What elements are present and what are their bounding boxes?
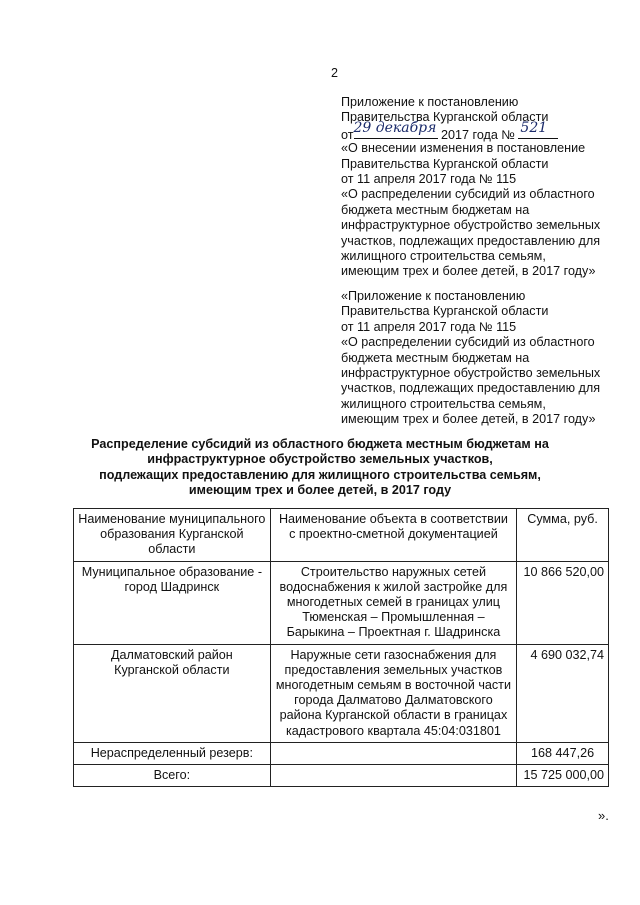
cell-municipality: Далматовский район Курганской области <box>74 644 271 742</box>
appendix-quoted-line: инфраструктурное обустройство земельных <box>341 365 601 380</box>
closing-quote-mark: ». <box>598 808 609 823</box>
cell-object: Строительство наружных сетей водоснабжения к жилой застройке для многодетных семей в границах улиц Тюменская – Промышленная – Барыкина – Проектная г. Шадринска <box>270 561 516 644</box>
appendix-main-line2: Правительства Курганской области <box>341 110 549 125</box>
heading-line: Распределение субсидий из областного бюджета местным бюджетам на <box>91 437 549 451</box>
appendix-quoted-line: бюджета местным бюджетам на <box>341 350 530 365</box>
appendix-quoted-line: жилищного строительства семьям, <box>341 396 546 411</box>
total-label: Всего: <box>74 765 271 787</box>
table-header-row <box>74 509 609 562</box>
table-row <box>74 561 609 644</box>
heading-line: имеющим трех и более детей, в 2017 году <box>188 483 452 498</box>
date-underline <box>353 119 438 139</box>
appendix-main-line1: Приложение к постановлению <box>341 95 519 109</box>
appendix-quoted-line: участков, подлежащих предоставлению для <box>341 381 601 396</box>
appendix-main-line: бюджета местным бюджетам на <box>341 202 530 217</box>
appendix-main-line: инфраструктурное обустройство земельных <box>341 218 601 233</box>
header-amount: Сумма, руб. <box>517 509 609 562</box>
header-municipality: Наименование муниципального образования Курганской области <box>74 509 271 562</box>
appendix-quoted-line: «Приложение к постановлению <box>341 289 526 303</box>
appendix-quoted <box>341 289 631 428</box>
total-empty-cell <box>270 765 516 787</box>
subsidy-table <box>73 508 609 787</box>
appendix-main-line: от 11 апреля 2017 года № 115 <box>341 171 517 186</box>
reserve-empty-cell <box>270 742 516 764</box>
appendix-main-line: «О внесении изменения в постановление <box>341 141 586 156</box>
appendix-main-line: участков, подлежащих предоставлению для <box>341 233 601 248</box>
heading-line: подлежащих предоставлению для жилищного строительства семьям, <box>99 467 541 482</box>
total-amount: 15 725 000,00 <box>517 765 609 787</box>
cell-object: Наружные сети газоснабжения для предоставления земельных участков многодетным семьям в восточной части города Далматово Далматовского района Курганской области в границах кадастрового квартала 45:04:031801 <box>270 644 516 742</box>
total-row <box>74 765 609 787</box>
appendix-quoted-line: имеющим трех и более детей, в 2017 году» <box>341 412 596 427</box>
reserve-row <box>74 742 609 764</box>
cell-municipality: Муниципальное образование - город Шадринск <box>74 561 271 644</box>
date-prefix: от <box>341 127 354 142</box>
heading-line: инфраструктурное обустройство земельных участков, <box>147 452 493 467</box>
appendix-main <box>341 95 631 280</box>
appendix-quoted-line: Правительства Курганской области <box>341 304 549 319</box>
reserve-amount: 168 447,26 <box>517 742 609 764</box>
handwritten-date: 29 декабря <box>353 119 437 136</box>
appendix-quoted-line: «О распределении субсидий из областного <box>341 335 595 350</box>
appendix-date-line <box>341 119 631 142</box>
date-suffix: 2017 года № <box>441 127 515 142</box>
appendix-main-line: Правительства Курганской области <box>341 156 549 171</box>
appendix-main-line: имеющим трех и более детей, в 2017 году» <box>341 264 596 279</box>
appendix-main-line: жилищного строительства семьям, <box>341 248 546 263</box>
number-underline <box>518 119 558 139</box>
cell-amount: 10 866 520,00 <box>517 561 609 644</box>
reserve-label: Нераспределенный резерв: <box>74 742 271 764</box>
appendix-quoted-line: от 11 апреля 2017 года № 115 <box>341 319 517 334</box>
handwritten-number: 521 <box>520 119 548 136</box>
header-object: Наименование объекта в соответствии с проектно-сметной документацией <box>270 509 516 562</box>
document-heading <box>80 437 560 499</box>
appendix-main-line: «О распределении субсидий из областного <box>341 187 595 202</box>
table-row <box>74 644 609 742</box>
cell-amount: 4 690 032,74 <box>517 644 609 742</box>
page-number: 2 <box>331 66 339 80</box>
